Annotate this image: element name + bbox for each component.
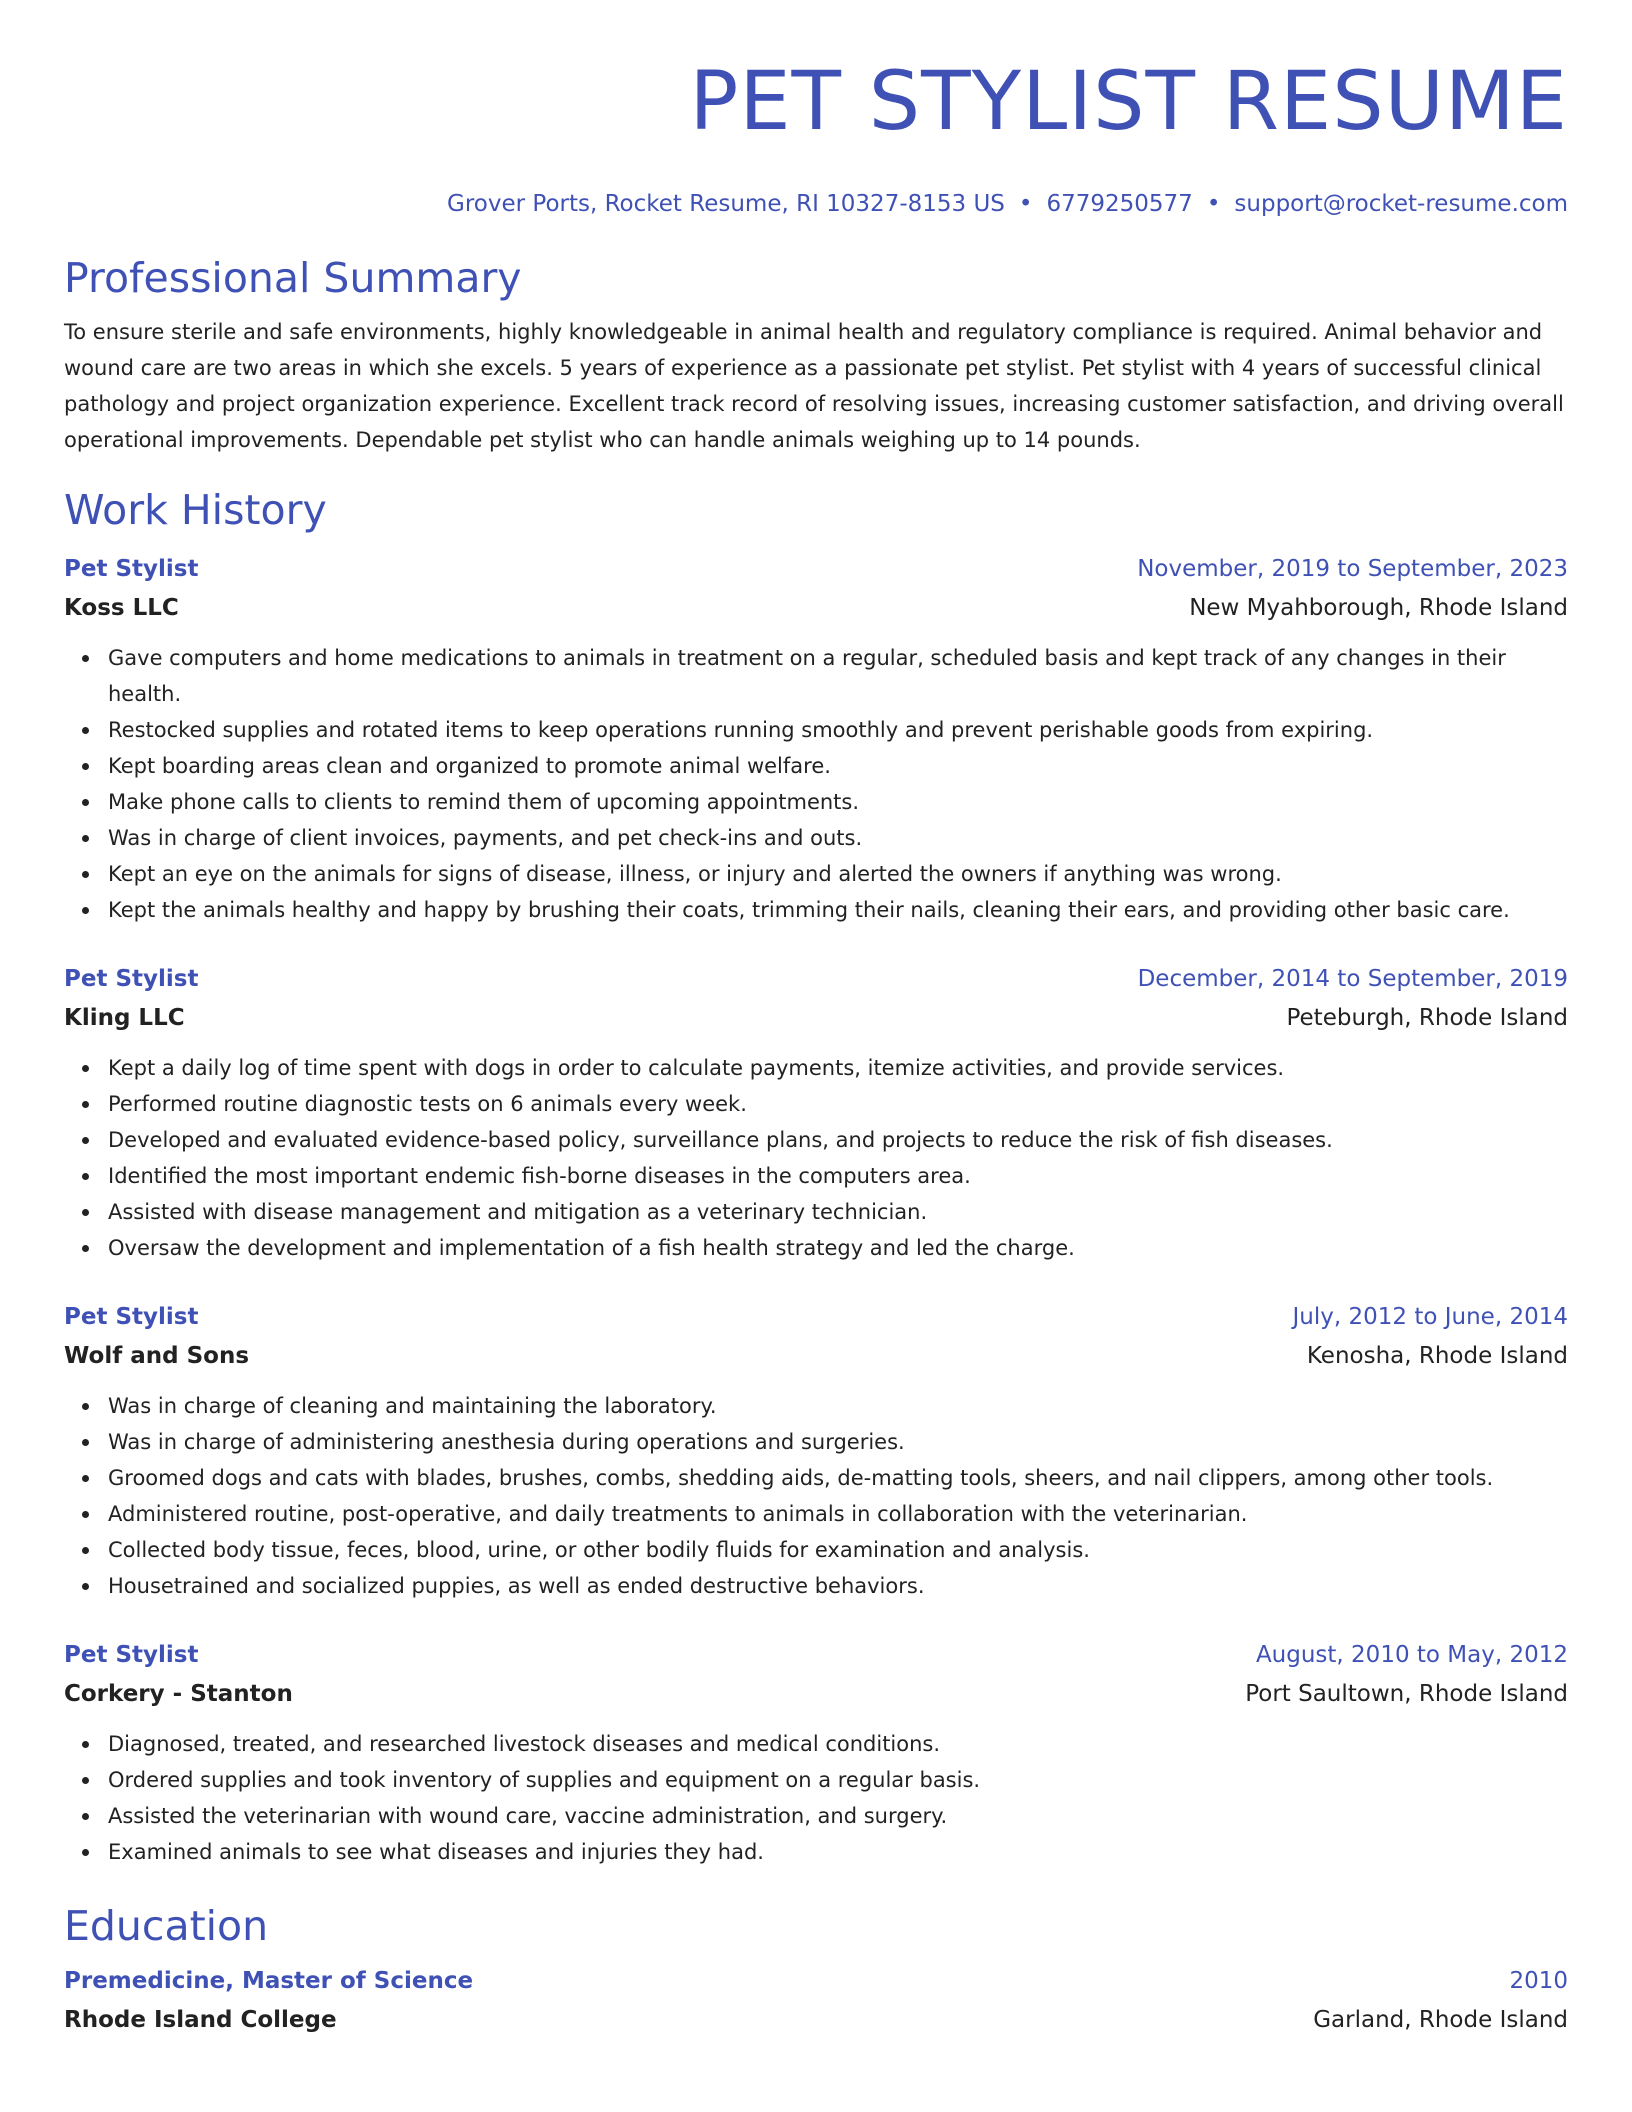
job-bullets — [64, 640, 1568, 928]
job-bullet: Was in charge of cleaning and maintaining the laboratory. — [108, 1388, 1568, 1424]
job-bullet: Housetrained and socialized puppies, as well as ended destructive behaviors. — [108, 1568, 1568, 1604]
job-location: Port Saultown, Rhode Island — [1245, 1681, 1568, 1707]
education-degree: Premedicine, Master of Science — [64, 1968, 474, 1994]
job-location: New Myahborough, Rhode Island — [1189, 595, 1568, 621]
education-school: Rhode Island College — [64, 2007, 337, 2033]
job-bullet: Was in charge of administering anesthesia during operations and surgeries. — [108, 1424, 1568, 1460]
job-bullet: Diagnosed, treated, and researched livestock diseases and medical conditions. — [108, 1726, 1568, 1762]
job-entry — [64, 1636, 1568, 1870]
education-entry — [64, 1962, 1568, 2040]
job-company: Kling LLC — [64, 1005, 185, 1031]
job-title: Pet Stylist — [64, 1304, 199, 1330]
job-bullet: Kept the animals healthy and happy by brushing their coats, trimming their nails, cleaning their ears, and providing other basic care. — [108, 892, 1568, 928]
job-bullet: Collected body tissue, feces, blood, urine, or other bodily fluids for examination and analysis. — [108, 1532, 1568, 1568]
job-bullet: Assisted the veterinarian with wound care, vaccine administration, and surgery. — [108, 1798, 1568, 1834]
job-dates: December, 2014 to September, 2019 — [1137, 966, 1568, 992]
job-bullet: Performed routine diagnostic tests on 6 animals every week. — [108, 1086, 1568, 1122]
job-bullet: Groomed dogs and cats with blades, brushes, combs, shedding aids, de-matting tools, sheers, and nail clippers, among other tools. — [108, 1460, 1568, 1496]
job-bullet: Assisted with disease management and mitigation as a veterinary technician. — [108, 1194, 1568, 1230]
job-dates: November, 2019 to September, 2023 — [1137, 556, 1568, 582]
job-bullet: Gave computers and home medications to animals in treatment on a regular, scheduled basis and kept track of any changes in their health. — [108, 640, 1568, 712]
contact-line — [64, 188, 1568, 220]
job-bullet: Identified the most important endemic fish-borne diseases in the computers area. — [108, 1158, 1568, 1194]
job-bullets — [64, 1726, 1568, 1870]
job-entry — [64, 550, 1568, 928]
work-history-section — [64, 482, 1568, 1870]
contact-separator: • — [1018, 191, 1033, 217]
summary-heading: Professional Summary — [64, 254, 522, 302]
education-heading: Education — [64, 1902, 269, 1950]
contact-phone: 6779250577 — [1046, 191, 1193, 217]
job-entry — [64, 960, 1568, 1266]
education-location: Garland, Rhode Island — [1313, 2007, 1568, 2033]
resume-name: PET STYLIST RESUME — [689, 55, 1568, 149]
job-bullet: Administered routine, post-operative, and daily treatments to animals in collaboration with the veterinarian. — [108, 1496, 1568, 1532]
education-section — [64, 1898, 1568, 2040]
job-company: Koss LLC — [64, 595, 179, 621]
job-dates: July, 2012 to June, 2014 — [1292, 1304, 1568, 1330]
job-company: Wolf and Sons — [64, 1343, 250, 1369]
contact-email: support@rocket-resume.com — [1234, 191, 1568, 217]
job-bullets — [64, 1050, 1568, 1266]
education-year: 2010 — [1509, 1968, 1568, 1994]
job-location: Kenosha, Rhode Island — [1306, 1343, 1568, 1369]
job-bullet: Was in charge of client invoices, payments, and pet check-ins and outs. — [108, 820, 1568, 856]
job-bullet: Ordered supplies and took inventory of supplies and equipment on a regular basis. — [108, 1762, 1568, 1798]
job-entry — [64, 1298, 1568, 1604]
job-bullet: Oversaw the development and implementation of a fish health strategy and led the charge. — [108, 1230, 1568, 1266]
job-bullet: Kept an eye on the animals for signs of disease, illness, or injury and alerted the owners if anything was wrong. — [108, 856, 1568, 892]
job-bullets — [64, 1388, 1568, 1604]
job-bullet: Examined animals to see what diseases and injuries they had. — [108, 1834, 1568, 1870]
job-title: Pet Stylist — [64, 966, 199, 992]
job-location: Peteburgh, Rhode Island — [1286, 1005, 1568, 1031]
job-bullet: Restocked supplies and rotated items to keep operations running smoothly and prevent perishable goods from expiring. — [108, 712, 1568, 748]
job-bullet: Developed and evaluated evidence-based policy, surveillance plans, and projects to reduce the risk of fish diseases. — [108, 1122, 1568, 1158]
job-bullet: Make phone calls to clients to remind them of upcoming appointments. — [108, 784, 1568, 820]
work-history-heading: Work History — [64, 486, 327, 534]
contact-address: Grover Ports, Rocket Resume, RI 10327-8153 US — [447, 191, 1005, 217]
job-company: Corkery - Stanton — [64, 1681, 293, 1707]
job-title: Pet Stylist — [64, 556, 199, 582]
summary-text: To ensure sterile and safe environments, highly knowledgeable in animal health and regulatory compliance is required. Animal behavior and wound care are two areas in which she excels. 5 years of experience as a passionate pet stylist. Pet stylist with 4 years of successful clinical pathology and project organization experience. Excellent track record of resolving issues, increasing customer satisfaction, and driving overall operational improvements. Dependable pet stylist who can handle animals weighing up to 14 pounds. — [64, 320, 1564, 452]
job-dates: August, 2010 to May, 2012 — [1255, 1642, 1568, 1668]
job-title: Pet Stylist — [64, 1642, 199, 1668]
job-bullet: Kept boarding areas clean and organized to promote animal welfare. — [108, 748, 1568, 784]
resume-header — [64, 0, 1568, 220]
contact-separator: • — [1206, 191, 1221, 217]
job-bullet: Kept a daily log of time spent with dogs in order to calculate payments, itemize activities, and provide services. — [108, 1050, 1568, 1086]
summary-section — [64, 250, 1568, 458]
